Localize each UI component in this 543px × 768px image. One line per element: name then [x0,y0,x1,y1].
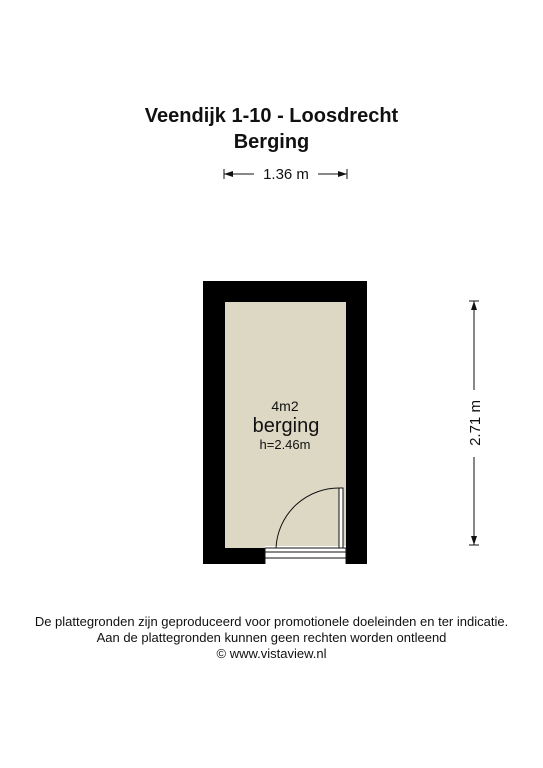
door-leaf [339,488,343,548]
arrow-left-icon [224,171,233,177]
height-dimension [467,301,484,545]
height-dimension-label: 2.71 m [467,400,484,446]
room-area: 4m2 [271,398,299,414]
plan-title-address: Veendijk 1-10 - Loosdrecht [144,105,399,127]
room-ceiling-height: h=2.46m [259,437,311,452]
arrow-up-icon [471,301,477,310]
width-dimension [224,166,347,183]
door-opening [265,546,346,564]
room-name: berging [252,415,320,437]
disclaimer-line-1: De plattegronden zijn geproduceerd voor promotionele doeleinden en ter indicatie. [34,614,509,629]
plan-title-floor: Berging [233,131,310,153]
arrow-right-icon [338,171,347,177]
arrow-down-icon [471,536,477,545]
copyright-line: © www.vistaview.nl [216,646,327,661]
width-dimension-label: 1.36 m [263,166,309,183]
disclaimer-line-2: Aan de plattegronden kunnen geen rechten worden ontleend [96,630,447,645]
